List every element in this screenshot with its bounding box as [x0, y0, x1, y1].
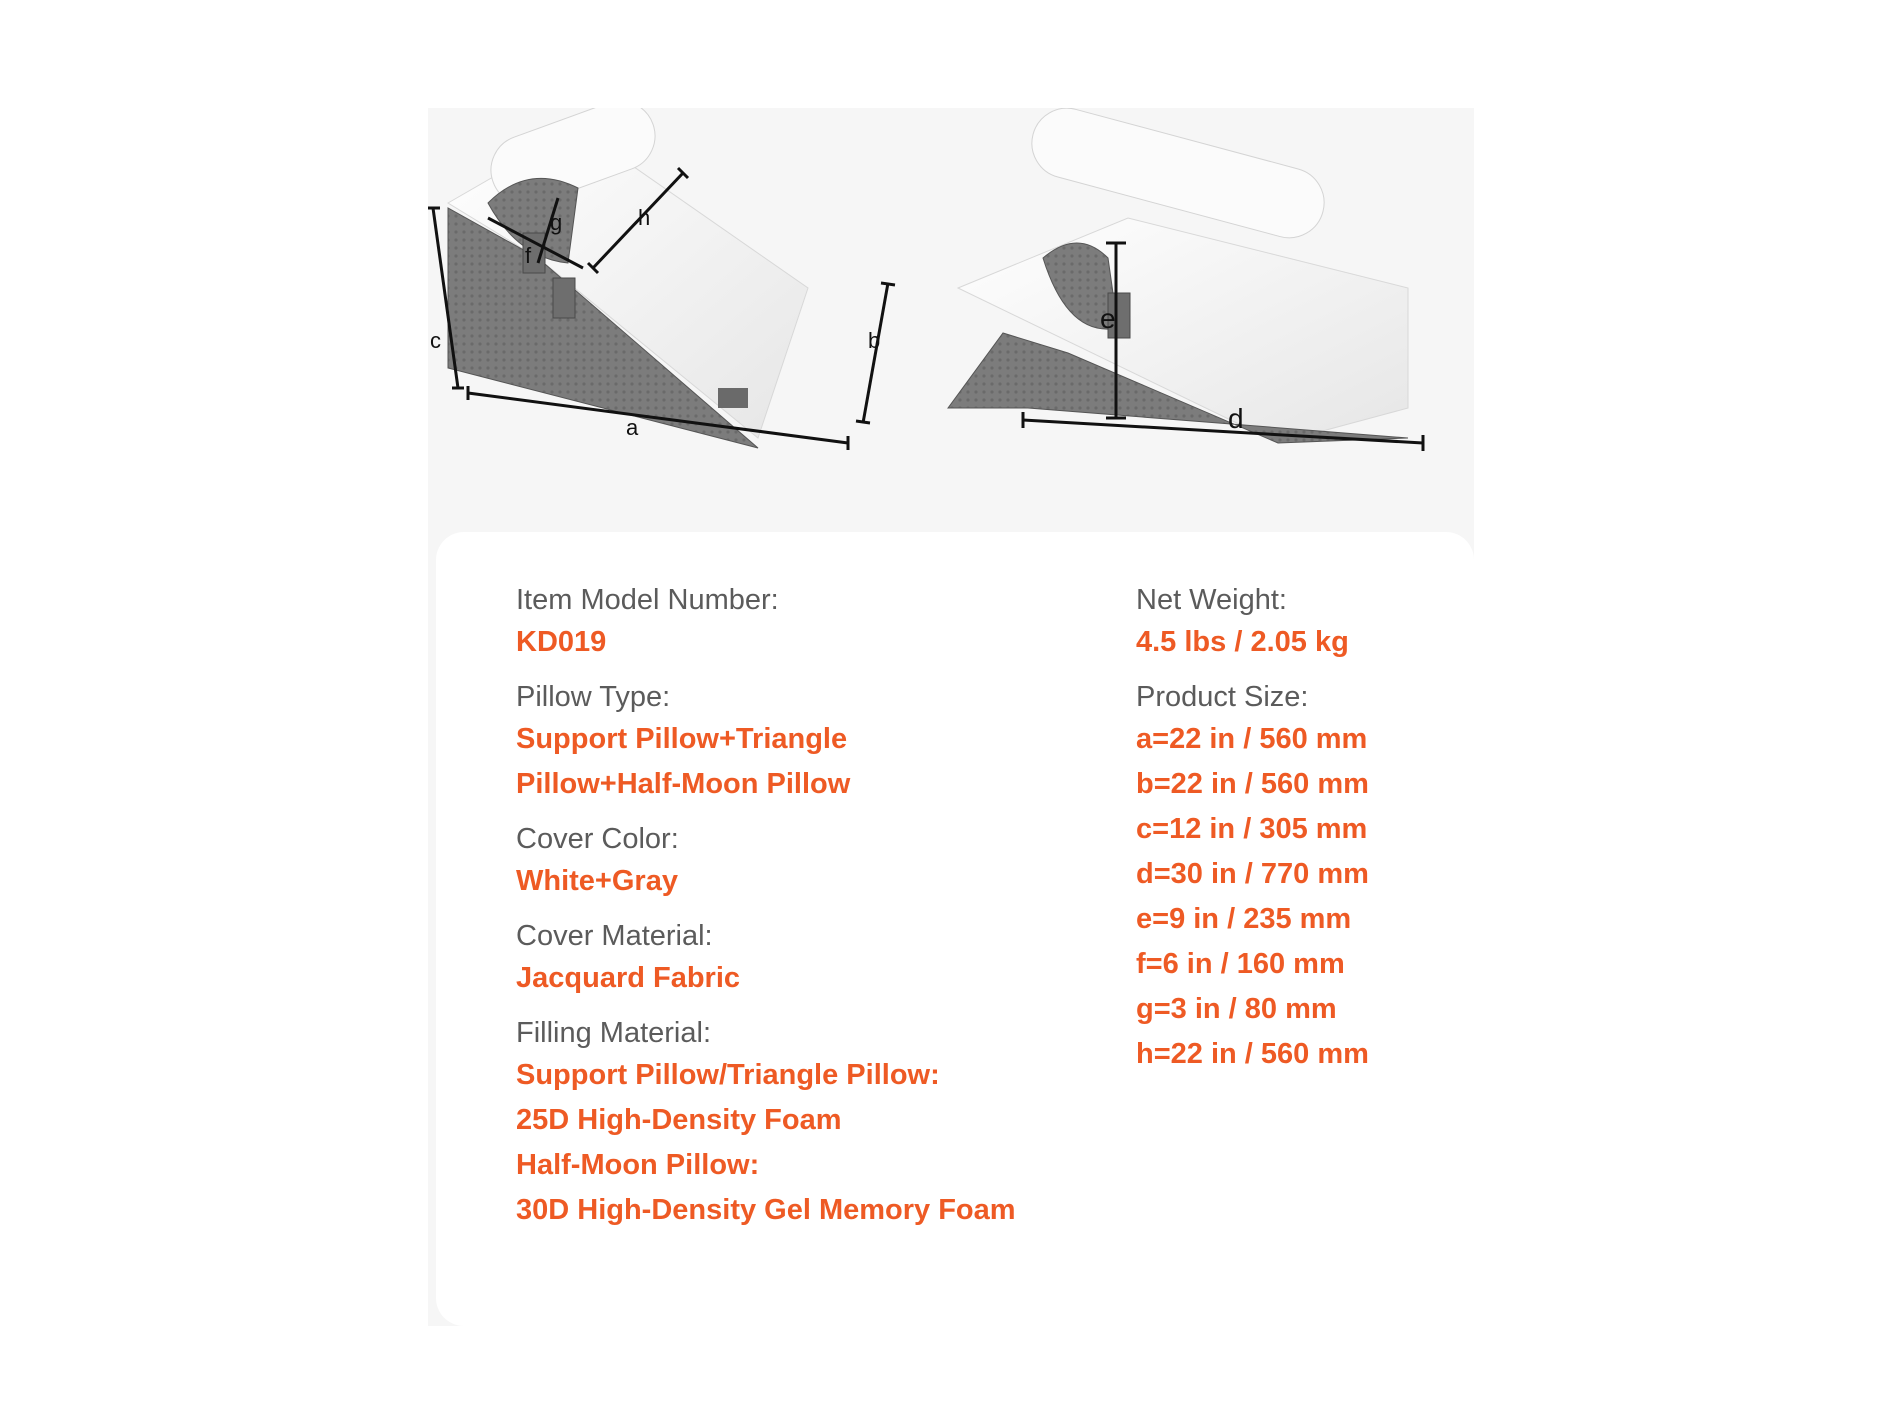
size-item-h: h=22 in / 560 mm	[1136, 1038, 1369, 1070]
dim-letter-e: e	[1100, 303, 1116, 334]
pillow-type-line: Support Pillow+Triangle	[516, 723, 848, 755]
filling-material-label: Filling Material:	[516, 1017, 711, 1049]
pillow-type-label: Pillow Type:	[516, 681, 671, 713]
size-item-b: b=22 in / 560 mm	[1136, 768, 1369, 800]
cover-material-value: Jacquard Fabric	[516, 962, 741, 994]
dim-letter-b: b	[868, 328, 881, 353]
dim-letter-c: c	[430, 328, 441, 353]
filling-material-line: 25D High-Density Foam	[516, 1104, 842, 1136]
dim-letter-f: f	[525, 243, 532, 268]
size-item-g: g=3 in / 80 mm	[1136, 993, 1337, 1025]
dim-letter-h: h	[638, 205, 651, 230]
cover-color-value: White+Gray	[516, 865, 678, 897]
net-weight-value: 4.5 lbs / 2.05 kg	[1136, 626, 1349, 658]
dim-letter-g: g	[550, 210, 563, 235]
size-item-e: e=9 in / 235 mm	[1136, 903, 1352, 935]
filling-material-line: Half-Moon Pillow:	[516, 1149, 760, 1181]
specification-card	[436, 532, 1474, 1326]
model-value: KD019	[516, 626, 607, 658]
net-weight-label: Net Weight:	[1136, 584, 1287, 616]
pillow-type-line: Pillow+Half-Moon Pillow	[516, 768, 851, 800]
cover-material-label: Cover Material:	[516, 920, 713, 952]
spec-column-right	[1136, 580, 1466, 1089]
filling-material-line: Support Pillow/Triangle Pillow:	[516, 1059, 940, 1091]
cover-color-label: Cover Color:	[516, 823, 679, 855]
size-item-a: a=22 in / 560 mm	[1136, 723, 1368, 755]
dim-letter-d: d	[1228, 403, 1244, 434]
size-item-d: d=30 in / 770 mm	[1136, 858, 1369, 890]
size-item-f: f=6 in / 160 mm	[1136, 948, 1345, 980]
model-label: Item Model Number:	[516, 584, 779, 616]
filling-material-line: 30D High-Density Gel Memory Foam	[516, 1194, 1016, 1226]
product-size-label: Product Size:	[1136, 681, 1309, 713]
pillow-dimension-diagram	[428, 108, 1474, 548]
right-pillow-illustration	[948, 108, 1408, 443]
size-item-c: c=12 in / 305 mm	[1136, 813, 1368, 845]
dim-letter-a: a	[626, 415, 639, 440]
spec-column-left	[516, 580, 1076, 1245]
